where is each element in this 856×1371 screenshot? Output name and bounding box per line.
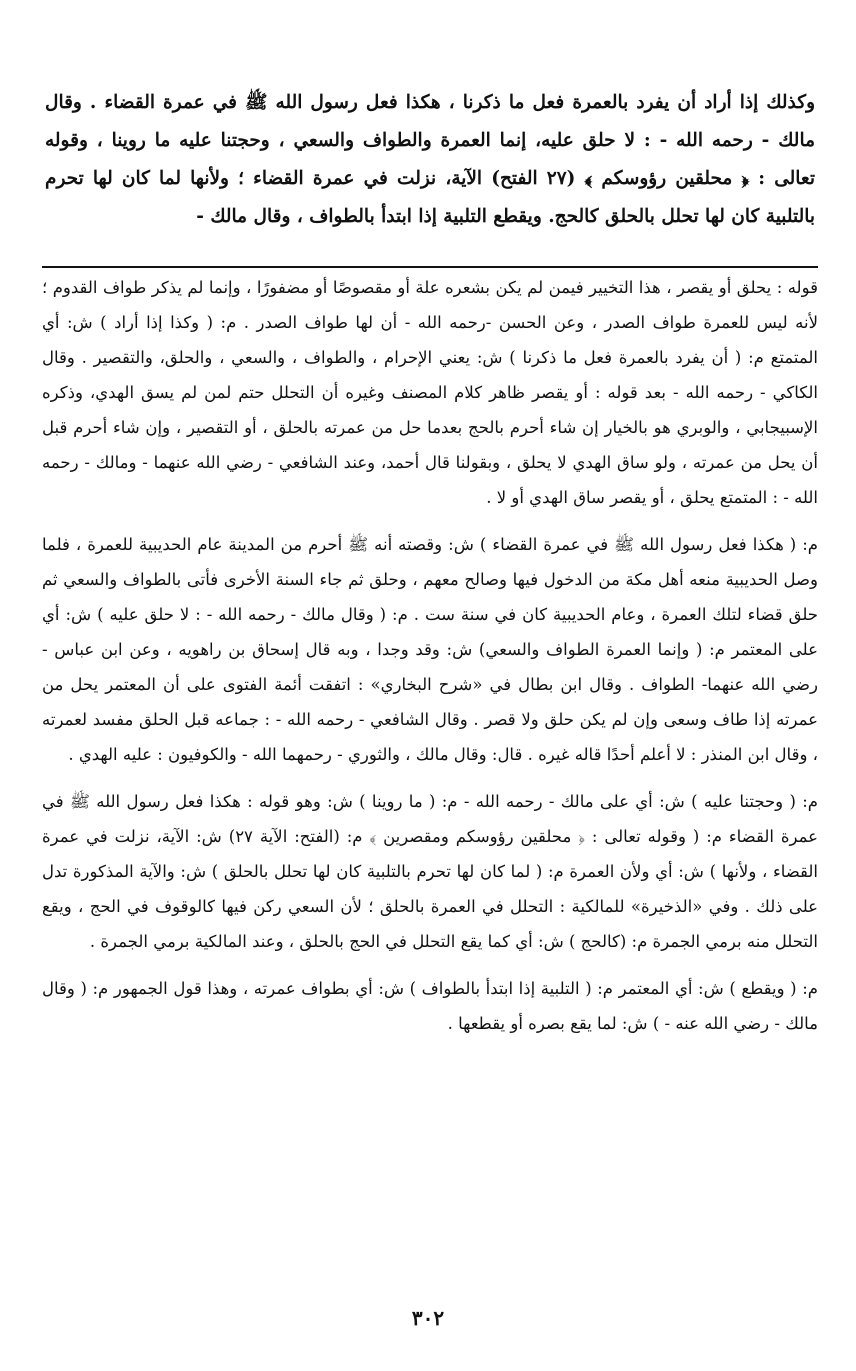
page-number: ٣٠٢: [411, 1306, 445, 1330]
commentary-paragraph: م: ( وحجتنا عليه ) ش: أي على مالك - رحمه الله - م: ( ما روينا ) ش: وهو قوله : هكذا فعل رسول الله ﷺ في عمرة القضاء م: ( وقوله تعالى : ﴿ محلقين رؤوسكم ومقصرين ﴾ م: (الفتح: الآية ٢٧) ش: الآية، نزلت في عمرة القضاء ، ولأنها ) ش: أي ولأن العمرة م: ( لما كان لها تحرم بالتلبية كان لها تحلل بالحلق ) ش: والآية المذكورة تدل على ذلك . وفي «الذخيرة» للمالكية : التحلل في العمرة بالحلق ؛ لأن السعي ركن فيها كالوقوف في الحج ، ويقع التحلل منه برمي الجمرة م: (كالحج ) ش: أي كما يقع التحلل في الحج بالحلق ، وعند المالكية برمي الجمرة .: [42, 792, 818, 951]
commentary-paragraph: م: ( ويقطع ) ش: أي المعتمر م: ( التلبية إذا ابتدأ بالطواف ) ش: أي بطواف عمرته ، وهذا قول الجمهور م: ( وقال مالك - رضي الله عنه - ) ش: لما يقع بصره أو يقطعها .: [42, 979, 818, 1033]
commentary: [42, 270, 818, 1053]
separator-rule: [42, 266, 818, 268]
commentary-paragraph: م: ( هكذا فعل رسول الله ﷺ في عمرة القضاء ) ش: وقصته أنه ﷺ أحرم من المدينة عام الحديبية للعمرة ، فلما وصل الحديبية منعه أهل مكة من الدخول فيها وصالح معهم ، وحلق ثم جاء السنة الأخرى فأتى بالطواف والسعي ثم حلق قضاء لتلك العمرة ، وعام الحديبية كان في سنة ست . م: ( وقال مالك - رحمه الله - : لا حلق عليه ) ش: أي على المعتمر م: ( وإنما العمرة الطواف والسعي) ش: وقد وجدا ، وبه قال إسحاق بن راهويه ، وعن ابن عباس - رضي الله عنهما- الطواف . وقال ابن بطال في «شرح البخاري» : اتفقت أئمة الفتوى على أن المعتمر يحل من عمرته إذا طاف وسعى وإن لم يكن حلق ولا قصر . وقال الشافعي - رحمه الله - : جماعه قبل الحلق مفسد لعمرته ، وقال ابن المنذر : لا أعلم أحدًا قاله غيره . قال: وقال مالك ، والثوري - رحمهما الله - والكوفيون : عليه الهدي .: [42, 535, 818, 764]
main-text: وكذلك إذا أراد أن يفرد بالعمرة فعل ما ذكرنا ، هكذا فعل رسول الله ﷺ في عمرة القضاء . وقال مالك - رحمه الله - : لا حلق عليه، إنما العمرة والطواف والسعي ، وحجتنا عليه ما روينا ، وقوله تعالى : ﴿ محلقين رؤوسكم ﴾ (٢٧ الفتح) الآية، نزلت في عمرة القضاء ؛ ولأنها لما كان لها تحرم بالتلبية كان لها تحلل بالحلق كالحج. ويقطع التلبية إذا ابتدأ بالطواف ، وقال مالك -: [45, 92, 815, 227]
commentary-paragraph: قوله : يحلق أو يقصر ، هذا التخيير فيمن لم يكن بشعره علة أو مقصوصًا أو مضفورًا ، وإنما لم يذكر طواف القدوم ؛ لأنه ليس للعمرة طواف الصدر ، وعن الحسن -رحمه الله - أن لها طواف الصدر . م: ( وكذا إذا أراد ) ش: أي المتمتع م: ( أن يفرد بالعمرة فعل ما ذكرنا ) ش: يعني الإحرام ، والطواف ، والسعي ، والحلق، والتقصير . وقال الكاكي - رحمه الله - بعد قوله : أو يقصر ظاهر كلام المصنف وغيره أن التحلل حتم لمن لم يسق الهدي، وذكره الإسبيجابي ، والوبري هو بالخيار إن شاء أحرم بالحج بعدما حل من عمرته بالحلق ، أو التقصير ، وإن شاء أحرم قبل أن يحل من عمرته ، ولو ساق الهدي لا يحلق ، وبقولنا قال أحمد، وعند الشافعي - رضي الله عنهما - ومالك - رحمه الله - : المتمتع يحلق ، أو يقصر ساق الهدي أو لا .: [42, 278, 818, 507]
